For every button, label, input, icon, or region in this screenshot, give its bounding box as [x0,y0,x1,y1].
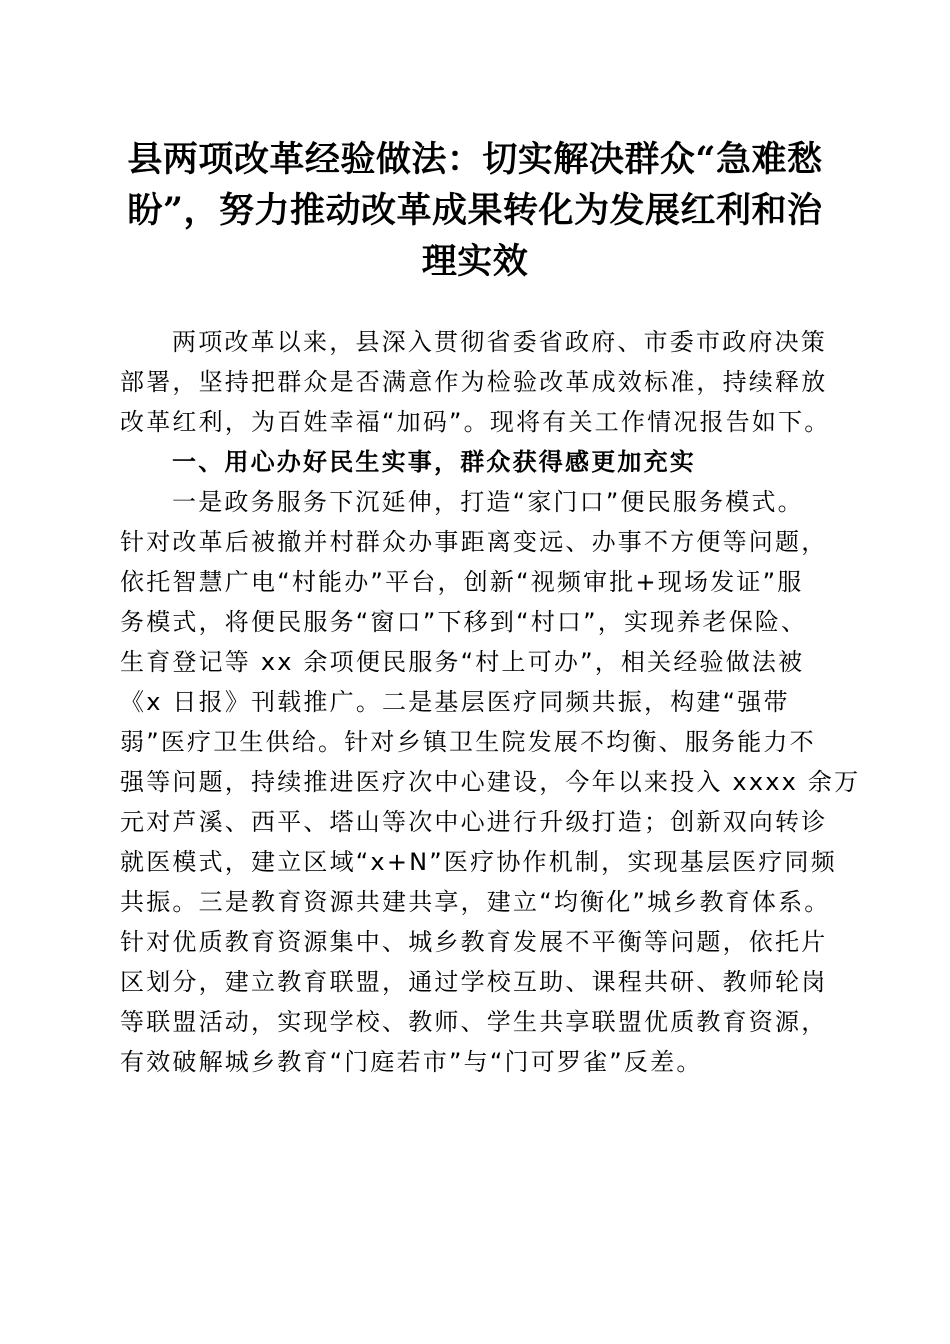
intro-paragraph [120,322,840,442]
text-line: 《x 日报》刊载推广。二是基层医疗同频共振，构建“强带 [120,688,790,716]
title-line: 县两项改革经验做法：切实解决群众“急难愁 [127,139,823,180]
text-line: 共振。三是教育资源共建共享，建立“均衡化”城乡教育体系。 [120,888,831,916]
title-line: 盼”，努力推动改革成果转化为发展红利和治 [127,190,823,231]
text-line: 元对芦溪、西平、塔山等次中心进行升级打造；创新双向转诊 [120,808,828,836]
text-line: 就医模式，建立区域“x+N”医疗协作机制，实现基层医疗同频 [120,848,837,876]
text-line: 一是政务服务下沉延伸，打造“家门口”便民服务模式。 [172,488,804,516]
text-line: 改革红利，为百姓幸福“加码”。现将有关工作情况报告如下。 [120,408,831,436]
text-line: 部署，坚持把群众是否满意作为检验改革成效标准，持续释放 [120,368,828,396]
title-line: 理实效 [421,241,529,282]
section-heading: 一、用心办好民生实事，群众获得感更加充实 [172,448,696,476]
text-line: 两项改革以来，县深入贯彻省委省政府、市委市政府决策 [172,328,827,356]
text-line: 依托智慧广电“村能办”平台，创新“视频审批+现场发证”服 [120,568,804,596]
text-line: 生育登记等 xx 余项便民服务“村上可办”，相关经验做法被 [120,648,805,676]
text-line: 务模式，将便民服务“窗口”下移到“村口”，实现养老保险、 [120,608,808,636]
text-line: 等联盟活动，实现学校、教师、学生共享联盟优质教育资源， [120,1008,828,1036]
document-body [120,322,861,1082]
document-title [110,134,840,287]
text-line: 区划分，建立教育联盟，通过学校互助、课程共研、教师轮岗 [120,968,828,996]
text-line: 强等问题，持续推进医疗次中心建设，今年以来投入 xxxx 余万 [120,768,861,796]
text-line: 有效破解城乡教育“门庭若市”与“门可罗雀”反差。 [120,1048,703,1076]
text-line: 弱”医疗卫生供给。针对乡镇卫生院发展不均衡、服务能力不 [120,728,816,756]
section-paragraph [120,482,861,1082]
text-line: 针对优质教育资源集中、城乡教育发展不平衡等问题，依托片 [120,928,828,956]
text-line: 针对改革后被撤并村群众办事距离变远、办事不方便等问题， [120,528,828,556]
